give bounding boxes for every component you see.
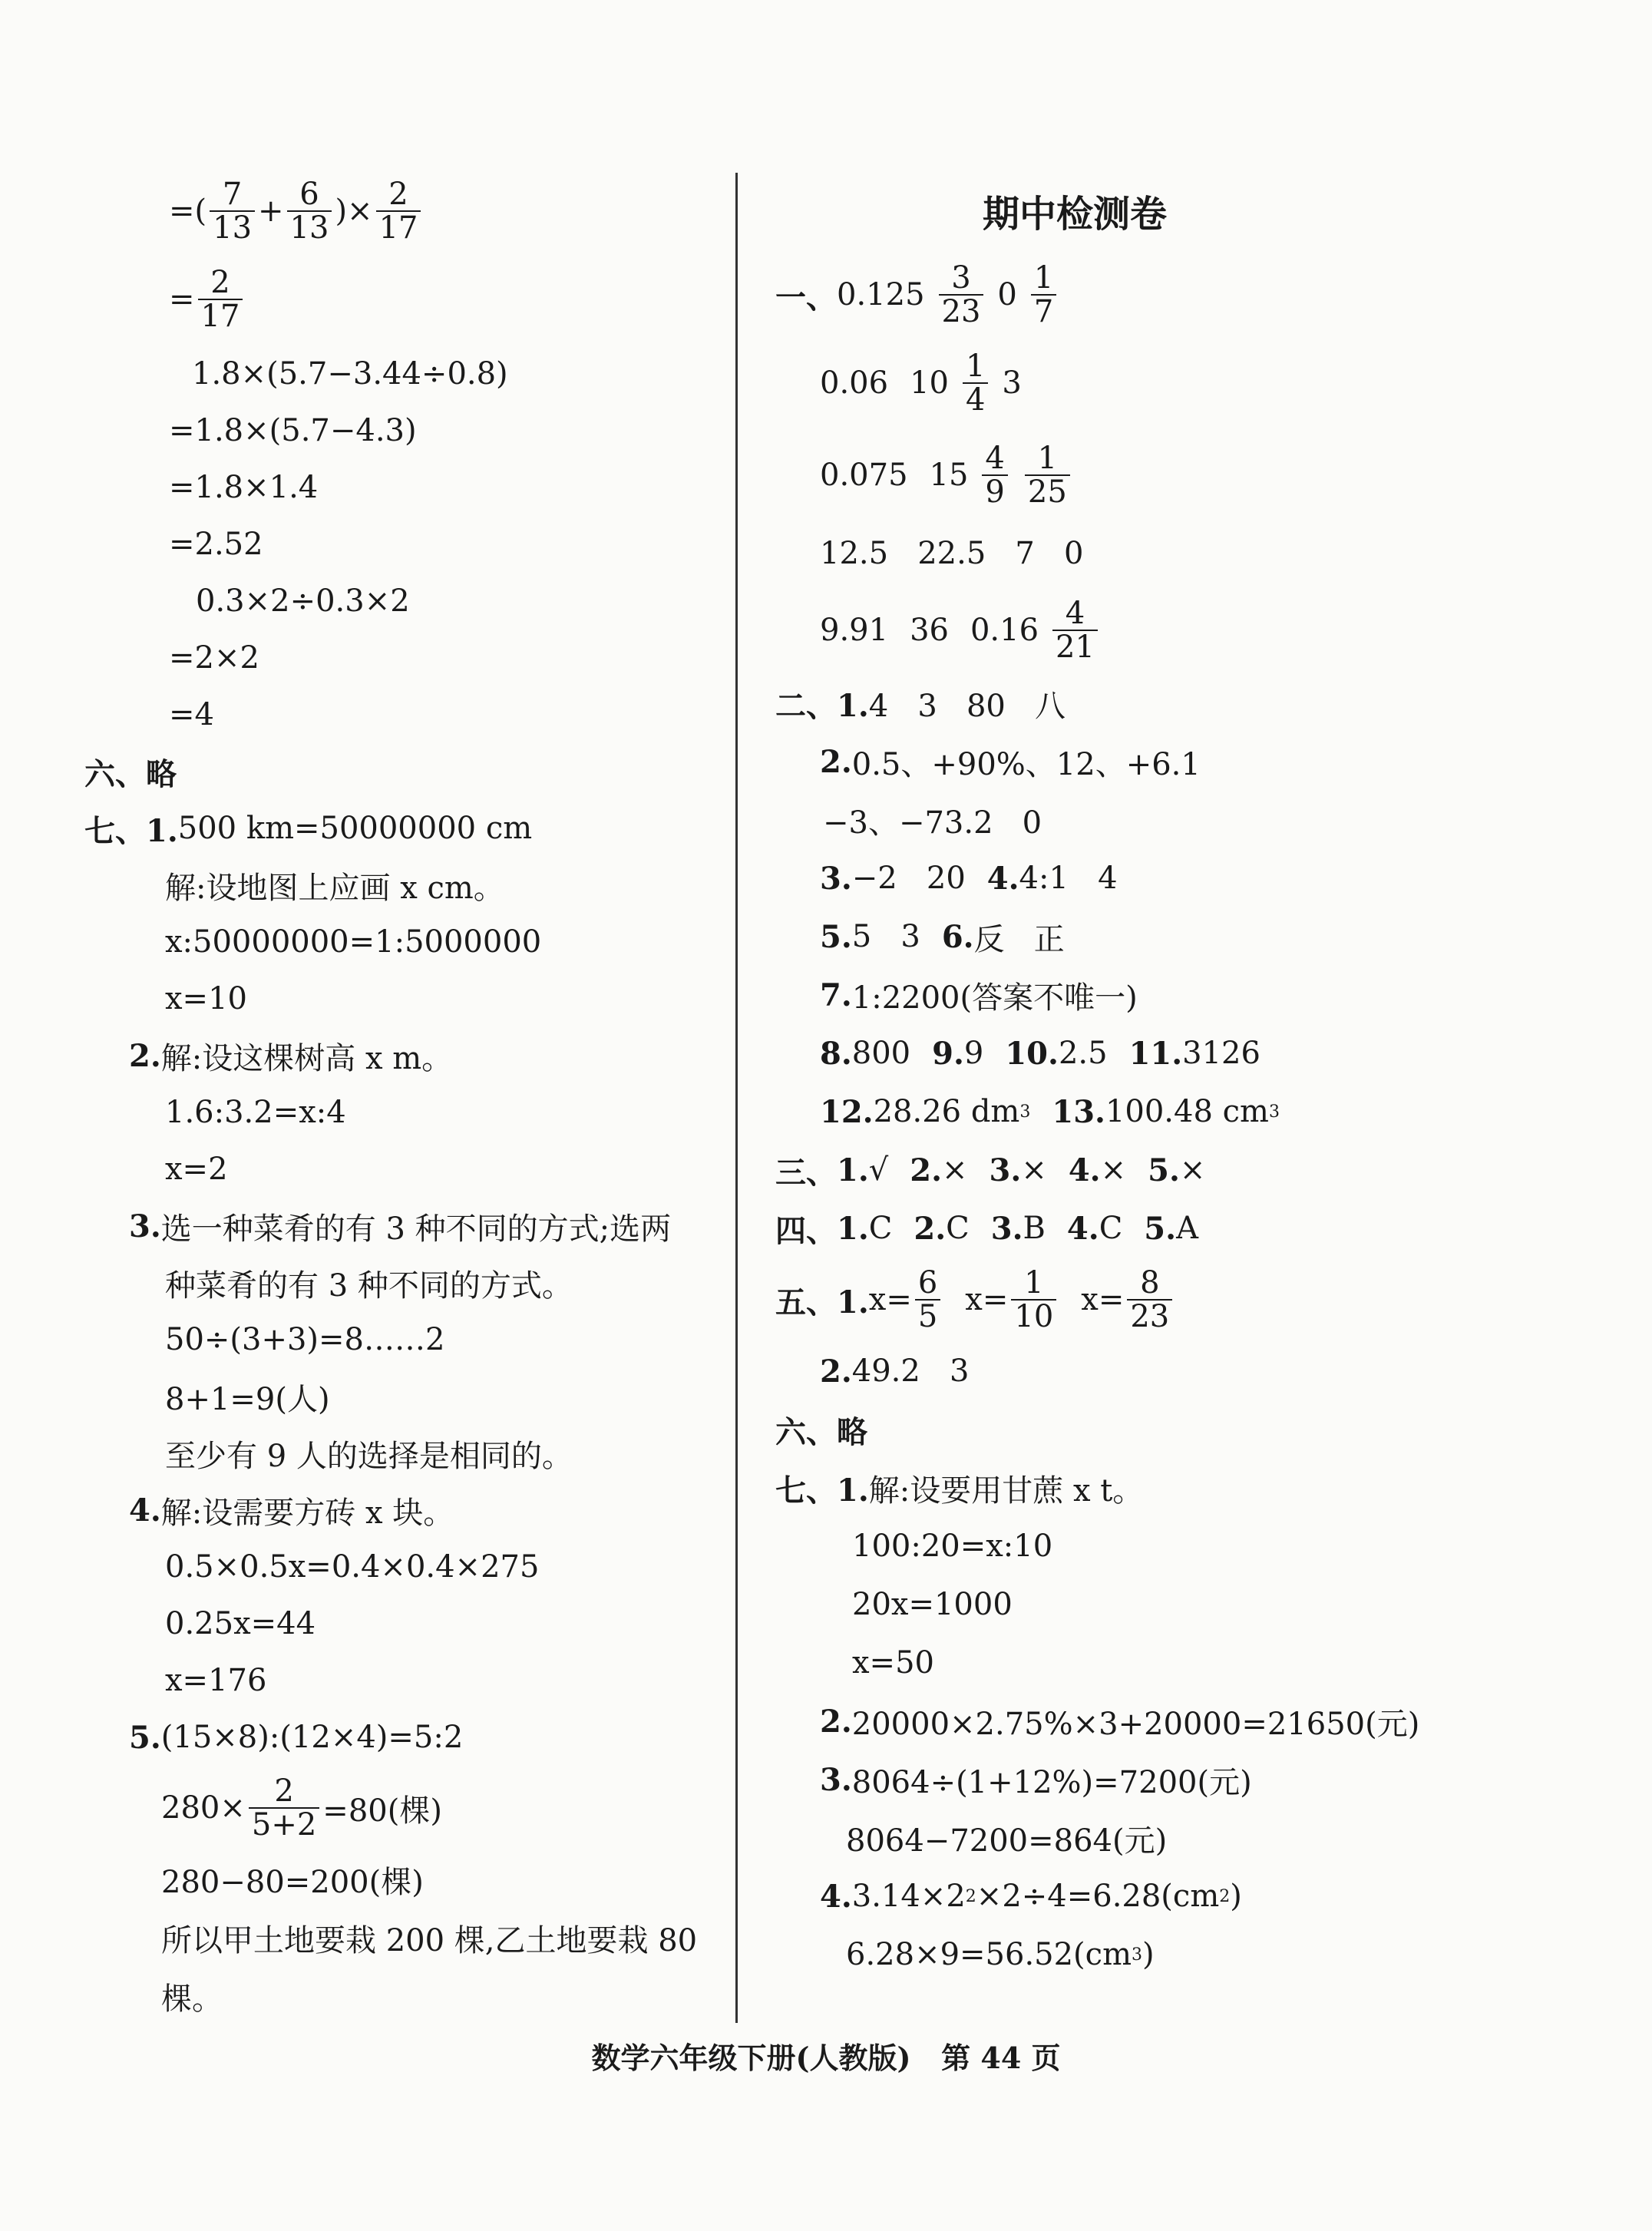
text: 1:2200(答案不唯一) [851, 980, 1138, 1016]
question-label: 七、1. [84, 812, 178, 849]
text: C [1099, 1211, 1123, 1246]
text: 3126 [1182, 1036, 1260, 1071]
answer-line: 1.6:3.2=x:4 [165, 1095, 346, 1130]
text: x= [965, 1282, 1009, 1317]
question-label: 5. [129, 1719, 161, 1756]
denominator: 25 [1025, 474, 1070, 508]
fraction [1127, 1267, 1172, 1333]
question-label: 3. [990, 1210, 1023, 1247]
fraction [915, 1267, 940, 1333]
answer-line: 解:设地图上应画 x cm。 [165, 870, 504, 906]
answer-line [820, 849, 1581, 907]
numerator: 4 [1065, 595, 1085, 631]
answer-line [846, 1925, 1581, 1984]
answer-line: 棵。 [161, 1981, 223, 2017]
question-label: 11. [1128, 1035, 1183, 1072]
question-label: 3. [820, 1761, 852, 1798]
text: ) [1142, 1937, 1155, 1972]
question-label: 2. [820, 743, 852, 780]
numerator: 7 [222, 177, 243, 212]
text: x= [868, 1282, 912, 1317]
text: 280× [161, 1790, 246, 1826]
answer-line: x=50 [852, 1645, 934, 1681]
question-label: 2. [910, 1152, 943, 1188]
numerator: 6 [299, 177, 319, 212]
text: )× [335, 193, 373, 229]
text: 100.48 cm [1105, 1094, 1269, 1129]
answer-line [820, 1082, 1581, 1141]
text: 解:设要用甘蔗 x t。 [868, 1472, 1144, 1509]
text: × [1021, 1152, 1047, 1188]
text: 6.28×9=56.52(cm [846, 1937, 1132, 1972]
left-column [84, 154, 722, 2025]
text: 9.91 [820, 612, 889, 648]
numerator: 1 [1024, 1265, 1044, 1301]
answer-line: 20x=1000 [852, 1587, 1013, 1622]
text: 49.2 3 [851, 1353, 970, 1389]
right-column [775, 154, 1581, 1984]
text: 0.06 [820, 365, 889, 401]
question-label: 2. [820, 1703, 852, 1740]
denominator: 5+2 [249, 1807, 319, 1841]
denominator: 4 [963, 382, 988, 416]
text: 800 [851, 1036, 911, 1071]
column-divider [735, 173, 738, 2023]
fraction [939, 262, 984, 328]
question-label: 4. [1068, 1152, 1101, 1188]
text: 20000×2.75%×3+20000=21650(元) [851, 1706, 1420, 1742]
formula-line [169, 253, 722, 345]
answer-line: 8064−7200=864(元) [846, 1823, 1168, 1859]
section-heading: 六、略 [775, 1413, 867, 1450]
question-label: 6. [941, 918, 974, 955]
section-label: 七、1. [775, 1472, 869, 1509]
section-label: 五、1. [775, 1284, 869, 1320]
answer-line: 50÷(3+3)=8……2 [165, 1322, 445, 1357]
numerator: 2 [210, 265, 230, 300]
answer-line [820, 337, 1581, 429]
text: √ [868, 1152, 889, 1188]
formula-line: =1.8×(5.7−4.3) [169, 413, 417, 448]
question-label: 12. [820, 1093, 874, 1130]
superscript: 3 [1019, 1102, 1031, 1122]
text: 0.075 [820, 458, 908, 493]
question-label: 1. [837, 1152, 869, 1188]
answer-line: x:50000000=1:5000000 [165, 924, 542, 960]
formula-line [161, 1766, 722, 1850]
question-label: 4. [1066, 1210, 1099, 1247]
text: × [942, 1152, 968, 1188]
answer-line [775, 1459, 1581, 1517]
question-label: 4. [986, 860, 1019, 897]
formula-line [169, 169, 722, 253]
section-label: 二、1. [775, 687, 869, 724]
question-label: 2. [914, 1210, 947, 1247]
text: ×2÷4=6.28(cm [976, 1879, 1220, 1914]
answer-line [129, 1482, 722, 1539]
fraction [198, 266, 243, 332]
denominator: 21 [1052, 630, 1098, 663]
superscript: 2 [1219, 1886, 1231, 1906]
question-label: 5. [1144, 1210, 1177, 1247]
question-label: 13. [1052, 1093, 1105, 1130]
fraction [982, 442, 1007, 508]
answer-line [775, 1199, 1581, 1258]
answer-line: 280−80=200(棵) [161, 1864, 424, 1900]
numerator: 1 [965, 349, 986, 384]
numerator: 3 [951, 260, 971, 296]
answer-line [129, 1198, 722, 1254]
denominator: 13 [210, 210, 255, 244]
text: 0.125 [837, 277, 925, 312]
question-label: 9. [932, 1035, 964, 1072]
text: =( [169, 193, 207, 229]
page-title: 期中检测卷 [982, 193, 1167, 236]
text: 3 [1002, 365, 1022, 401]
answer-line [820, 586, 1581, 674]
answer-line [820, 1024, 1581, 1082]
formula-line: 1.8×(5.7−3.44÷0.8) [192, 356, 508, 392]
text: 8064÷(1+12%)=7200(元) [851, 1764, 1252, 1800]
numerator: 1 [1033, 260, 1054, 296]
text: (15×8):(12×4)=5:2 [160, 1720, 464, 1755]
denominator: 13 [287, 210, 332, 244]
answer-line [775, 674, 1581, 732]
text: B [1023, 1211, 1046, 1246]
numerator: 2 [274, 1773, 294, 1809]
answer-line: x=176 [165, 1663, 267, 1698]
numerator: 1 [1037, 441, 1058, 476]
question-label: 3. [989, 1152, 1022, 1188]
answer-line: 所以甲土地要栽 200 棵,乙土地要栽 80 [161, 1922, 698, 1958]
answer-line [775, 1141, 1581, 1199]
numerator: 6 [917, 1265, 938, 1301]
text: =80(棵) [322, 1793, 442, 1829]
answer-line [820, 966, 1581, 1024]
question-label: 3. [820, 860, 852, 897]
denominator: 7 [1031, 294, 1056, 328]
question-label: 5. [820, 918, 852, 955]
text: A [1176, 1211, 1198, 1246]
answer-line [129, 1709, 722, 1766]
text: 9 [963, 1036, 984, 1071]
text: × [1100, 1152, 1127, 1188]
fraction [1052, 597, 1098, 663]
text: 10 [910, 365, 949, 401]
denominator: 17 [376, 210, 421, 244]
text: + [258, 193, 284, 229]
fraction [249, 1775, 319, 1841]
formula-line: =1.8×1.4 [169, 470, 319, 505]
question-label: 10. [1005, 1035, 1059, 1072]
text: 0.5、+90%、12、+6.1 [851, 746, 1201, 782]
text: 4 3 80 八 [868, 688, 1066, 724]
formula-line: =2.52 [169, 527, 263, 562]
question-label: 4. [820, 1878, 852, 1915]
section-label: 一、 [775, 279, 837, 316]
formula-line: =4 [169, 697, 214, 732]
text: = [169, 282, 195, 317]
text: 15 [929, 458, 969, 493]
text: 28.26 dm [873, 1094, 1020, 1129]
text: 0 [997, 277, 1017, 312]
fraction [376, 178, 421, 244]
answer-line [775, 253, 1581, 337]
answer-line [820, 1342, 1581, 1400]
text: 4:1 4 [1019, 861, 1118, 896]
denominator: 23 [939, 294, 984, 328]
text: −2 20 [851, 861, 966, 896]
page-footer: 数学六年级下册(人教版) 第 44 页 [591, 2041, 1061, 2075]
question-label: 3. [129, 1208, 161, 1244]
denominator: 17 [198, 299, 243, 332]
answer-line: 100:20=x:10 [852, 1529, 1053, 1564]
denominator: 9 [982, 474, 1007, 508]
answer-line [775, 1258, 1581, 1342]
answer-line [820, 1750, 1581, 1809]
answer-line: −3、−73.2 0 [823, 805, 1042, 841]
denominator: 23 [1127, 1299, 1172, 1333]
section-label: 四、 [775, 1212, 837, 1249]
text: 解:设需要方砖 x 块。 [160, 1495, 454, 1531]
answer-line: x=10 [165, 981, 247, 1016]
answer-line [820, 429, 1581, 521]
numerator: 2 [388, 177, 408, 212]
text: C [946, 1211, 970, 1246]
question-label: 8. [820, 1035, 852, 1072]
denominator: 5 [915, 1299, 940, 1333]
question-label: 2. [820, 1353, 852, 1390]
text: 0.16 [970, 612, 1039, 648]
text: × [1179, 1152, 1206, 1188]
text: 5 3 [851, 919, 920, 954]
answer-line [820, 1692, 1581, 1750]
fraction [963, 350, 988, 416]
text: 3.14×2 [851, 1879, 966, 1914]
text: C [868, 1211, 893, 1246]
formula-line: =2×2 [169, 640, 259, 676]
text: 500 km=50000000 cm [177, 811, 533, 846]
answer-line: 种菜肴的有 3 种不同的方式。 [165, 1268, 573, 1304]
numerator: 8 [1140, 1265, 1160, 1301]
answer-line: 至少有 9 人的选择是相同的。 [165, 1438, 573, 1474]
answer-line: 0.25x=44 [165, 1606, 316, 1641]
text: 反 正 [973, 921, 1065, 957]
text: 解:设这棵树高 x m。 [160, 1040, 453, 1076]
question-label: 1. [837, 1210, 869, 1247]
answer-line: 0.5×0.5x=0.4×0.4×275 [165, 1549, 540, 1585]
fraction [1031, 262, 1056, 328]
numerator: 4 [985, 441, 1005, 476]
question-label: 5. [1148, 1152, 1180, 1188]
question-label: 4. [129, 1492, 161, 1529]
answer-line [820, 1867, 1581, 1925]
text: 36 [910, 612, 949, 648]
superscript: 3 [1132, 1945, 1142, 1965]
fraction [1025, 442, 1070, 508]
text: 2.5 [1058, 1036, 1108, 1071]
section-label: 三、 [775, 1154, 837, 1191]
superscript: 2 [965, 1886, 976, 1906]
question-label: 2. [129, 1037, 161, 1074]
answer-line: 8+1=9(人) [165, 1381, 330, 1417]
superscript: 3 [1268, 1102, 1280, 1122]
question-label: 7. [820, 977, 852, 1013]
answer-line: x=2 [165, 1152, 228, 1187]
text: 选一种菜肴的有 3 种不同的方式;选两 [160, 1211, 672, 1247]
fraction [1011, 1267, 1056, 1333]
denominator: 10 [1011, 1299, 1056, 1333]
section-heading: 六、略 [84, 755, 177, 792]
answer-line [820, 732, 1581, 791]
formula-line: 0.3×2÷0.3×2 [196, 583, 410, 619]
answer-line [820, 907, 1581, 966]
text: x= [1081, 1282, 1125, 1317]
answer-line: 12.5 22.5 7 0 [820, 536, 1084, 571]
answer-line [84, 800, 722, 857]
fraction [210, 178, 255, 244]
fraction [287, 178, 332, 244]
answer-line [129, 1027, 722, 1084]
text: ) [1230, 1879, 1242, 1914]
